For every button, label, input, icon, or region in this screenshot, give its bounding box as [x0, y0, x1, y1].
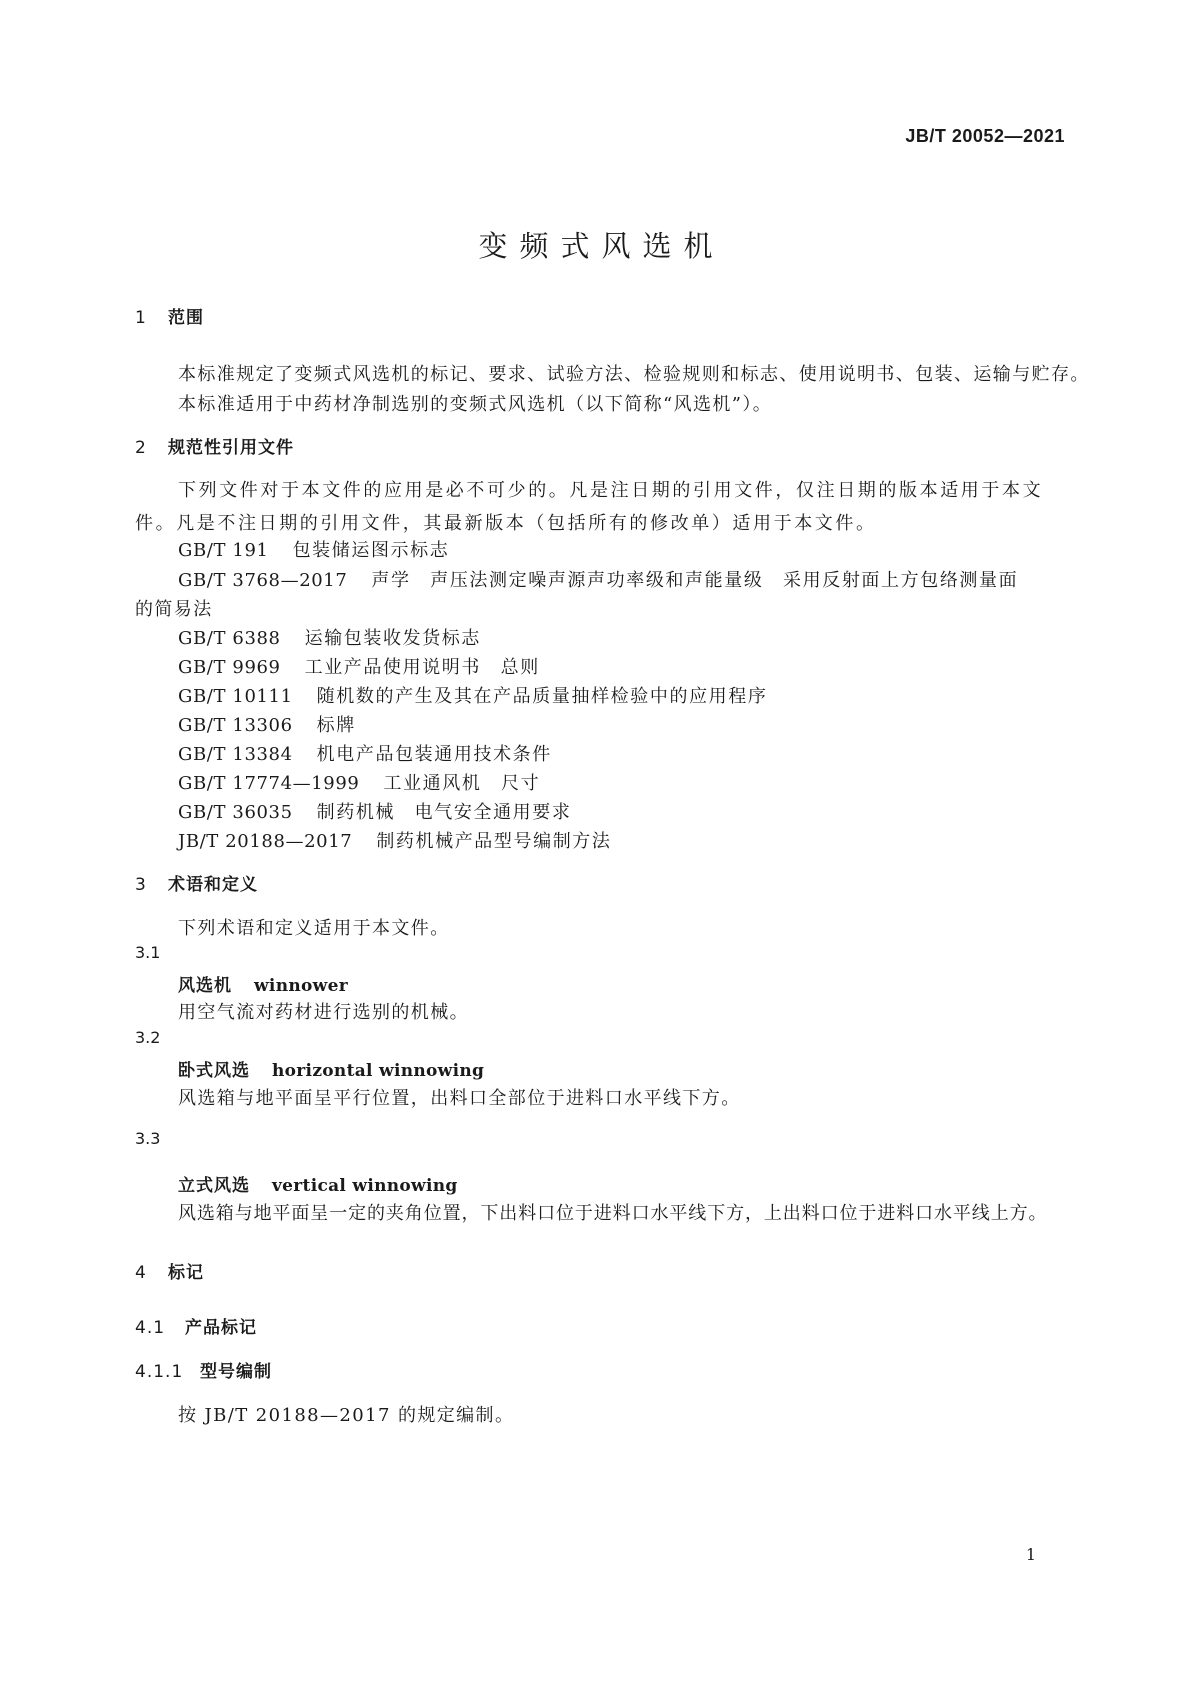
section-title: 规范性引用文件: [168, 438, 294, 458]
section-2-heading: [135, 433, 294, 458]
section-1-heading: [135, 303, 204, 328]
section-title: 范围: [168, 308, 204, 328]
reference-code: GB/T 10111: [178, 686, 293, 707]
reference-item: [178, 769, 540, 795]
terms-intro: 下列术语和定义适用于本文件。: [178, 918, 450, 939]
reference-code: GB/T 13306: [178, 715, 293, 736]
subsection-number: 4.1: [135, 1318, 166, 1338]
reference-item: [178, 653, 540, 679]
reference-code: GB/T 36035: [178, 802, 293, 823]
normative-references-intro: 下列文件对于本文件的应用是必不可少的。凡是注日期的引用文件，仅注日期的版本适用于本文件。凡是不注日期的引用文件，其最新版本（包括所有的修改单）适用于本文件。: [135, 480, 1044, 534]
term-definition: 用空气流对药材进行选别的机械。: [178, 1002, 469, 1023]
section-title: 标记: [168, 1263, 204, 1283]
model-code-paragraph: 按 JB/T 20188—2017 的规定编制。: [178, 1405, 515, 1426]
term-en: winnower: [254, 976, 348, 996]
reference-code: GB/T 17774—1999: [178, 773, 360, 794]
reference-title: 工业通风机 尺寸: [383, 773, 541, 794]
reference-code: GB/T 6388: [178, 628, 281, 649]
reference-title: 制药机械 电气安全通用要求: [316, 802, 572, 823]
scope-paragraph-2: 本标准适用于中药材净制选别的变频式风选机（以下简称“风选机”）。: [178, 394, 773, 415]
reference-item: [178, 827, 612, 853]
reference-title-continuation: 的简易法: [135, 599, 213, 620]
term-definition: 风选箱与地平面呈平行位置，出料口全部位于进料口水平线下方。: [178, 1088, 741, 1109]
reference-title: 运输包装收发货标志: [304, 628, 482, 649]
term-zh: 立式风选: [178, 1176, 250, 1196]
term-zh: 卧式风选: [178, 1061, 250, 1081]
reference-title: 声学 声压法测定噪声源声功率级和声能量级 采用反射面上方包络测量面: [371, 570, 1019, 591]
reference-title: 制药机械产品型号编制方法: [376, 831, 612, 852]
reference-title: 工业产品使用说明书 总则: [304, 657, 540, 678]
reference-item: [178, 624, 481, 650]
section-title: 术语和定义: [168, 875, 258, 895]
document-title: 变频式风选机: [478, 229, 725, 263]
section-number: 2: [135, 438, 147, 458]
reference-item: [178, 566, 1018, 592]
reference-title: 随机数的产生及其在产品质量抽样检验中的应用程序: [316, 686, 768, 707]
scope-paragraph-1: 本标准规定了变频式风选机的标记、要求、试验方法、检验规则和标志、使用说明书、包装、运输与贮存。: [178, 364, 1090, 385]
section-number: 3: [135, 875, 147, 895]
subsection-4-1-heading: [135, 1313, 257, 1338]
subsection-number: 4.1.1: [135, 1362, 184, 1382]
section-3-heading: [135, 870, 258, 895]
reference-title: 标牌: [316, 715, 356, 736]
term-heading: [178, 1056, 484, 1081]
page-number: 1: [1025, 1545, 1036, 1564]
reference-item: [178, 740, 552, 766]
reference-code: JB/T 20188—2017: [178, 831, 353, 852]
term-number: 3.3: [135, 1129, 161, 1148]
term-heading: [178, 1171, 458, 1196]
term-definition: 风选箱与地平面呈一定的夹角位置，下出料口位于进料口水平线下方，上出料口位于进料口水平线上方。: [178, 1203, 1048, 1224]
subsection-title: 产品标记: [185, 1318, 257, 1338]
reference-title: 机电产品包装通用技术条件: [316, 744, 552, 765]
term-number: 3.1: [135, 943, 161, 962]
reference-code: GB/T 3768—2017: [178, 570, 348, 591]
reference-item: [178, 711, 356, 737]
term-en: vertical winnowing: [272, 1176, 458, 1196]
subsection-4-1-1-heading: [135, 1357, 272, 1382]
term-en: horizontal winnowing: [272, 1061, 485, 1081]
section-number: 4: [135, 1263, 147, 1283]
reference-title: 包装储运图示标志: [292, 540, 450, 561]
term-heading: [178, 971, 348, 996]
reference-code: GB/T 13384: [178, 744, 293, 765]
term-number: 3.2: [135, 1028, 161, 1047]
reference-code: GB/T 9969: [178, 657, 281, 678]
subsection-title: 型号编制: [200, 1362, 272, 1382]
reference-item: [178, 798, 571, 824]
reference-item: [178, 536, 449, 562]
section-number: 1: [135, 308, 147, 328]
section-4-heading: [135, 1258, 204, 1283]
reference-item: [178, 682, 767, 708]
term-zh: 风选机: [178, 976, 232, 996]
standard-code: JB/T 20052—2021: [905, 126, 1065, 146]
reference-code: GB/T 191: [178, 540, 269, 561]
